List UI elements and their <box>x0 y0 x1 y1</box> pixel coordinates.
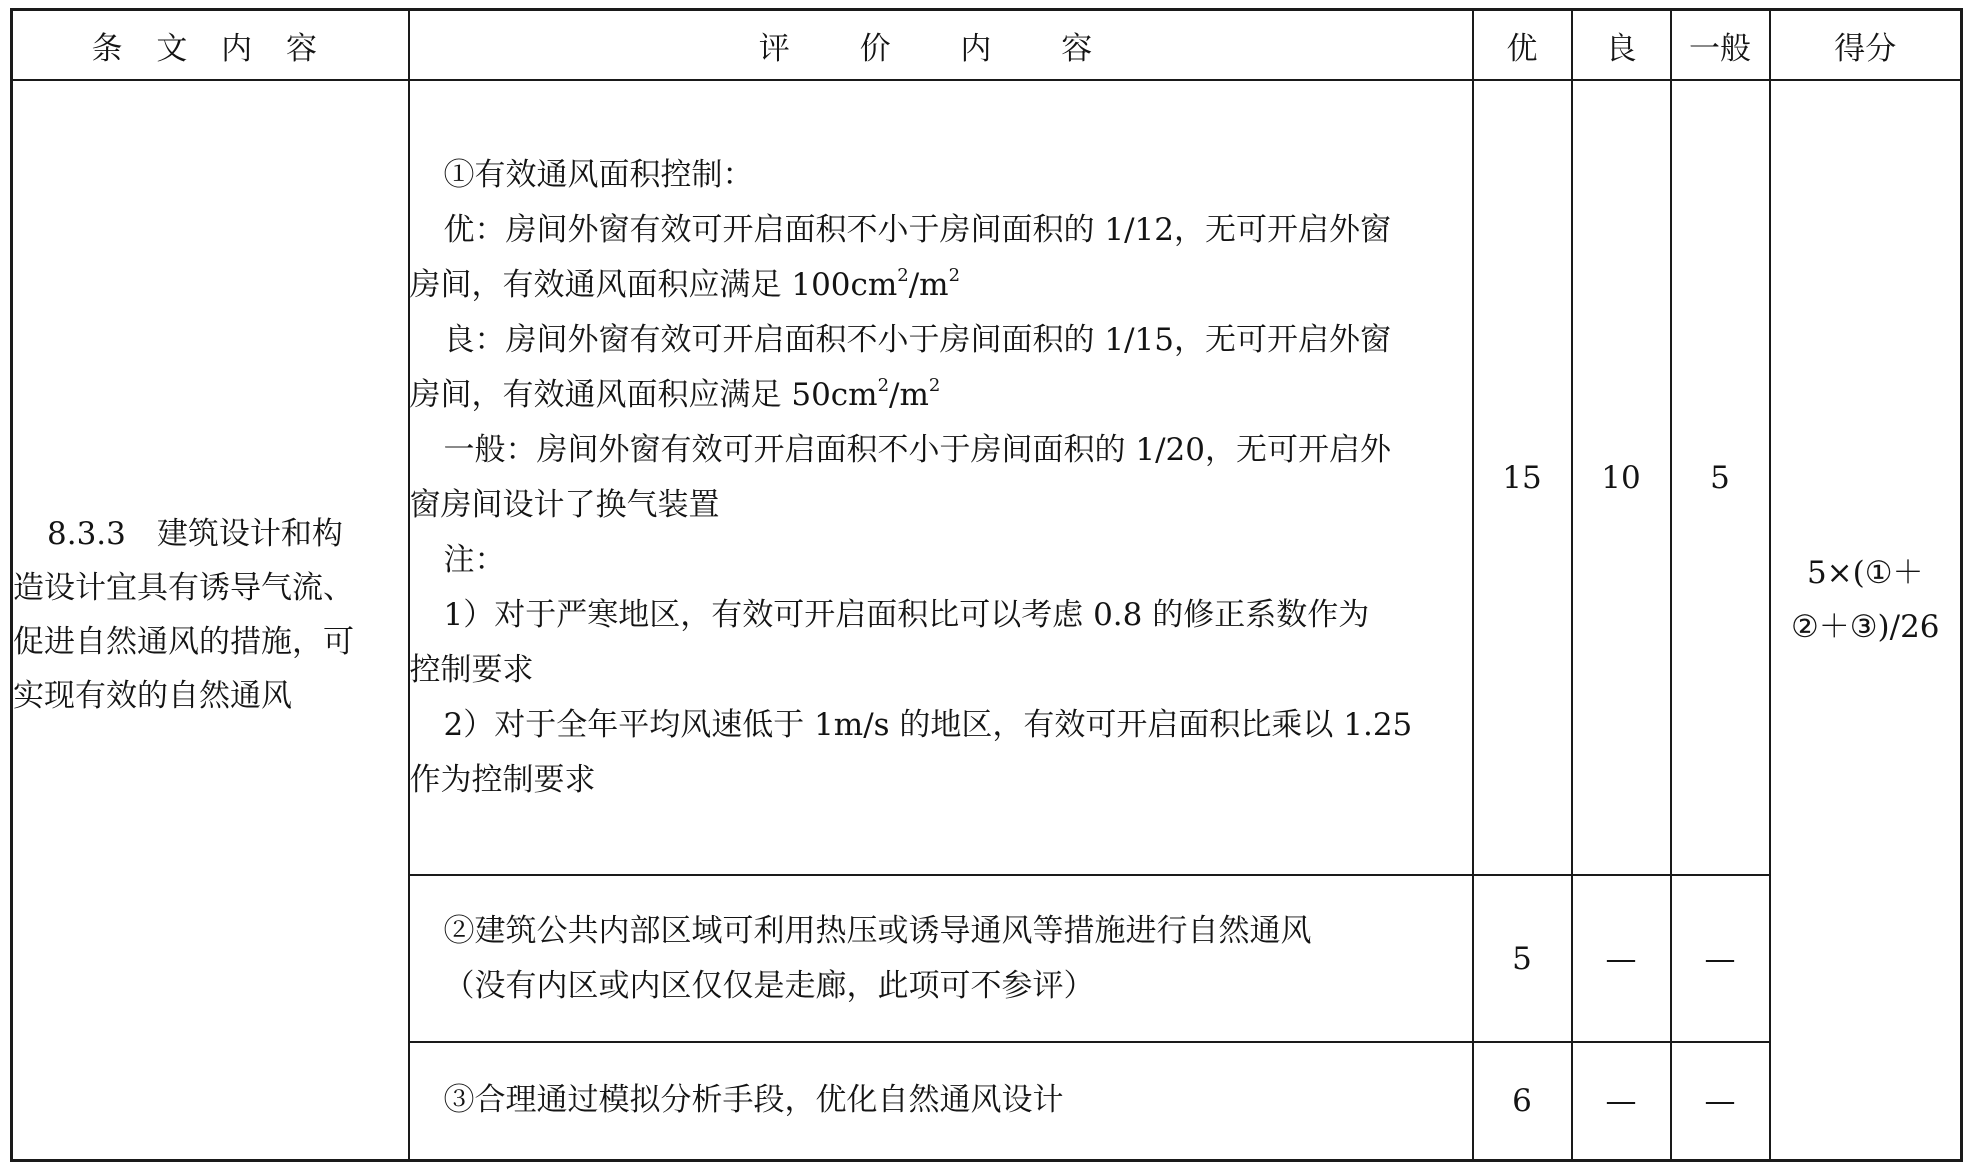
good-score: — <box>1572 1042 1671 1160</box>
header-excellent: 优 <box>1473 10 1572 81</box>
evaluation-line: 注： <box>443 541 506 578</box>
clause-line: 实现有效的自然通风 <box>13 677 292 714</box>
clause-line: 8.3.3 建筑设计和构 <box>47 515 343 552</box>
header-average: 一般 <box>1671 10 1770 81</box>
evaluation-line: 一般：房间外窗有效可开启面积不小于房间面积的 1/20，无可开启外 <box>443 431 1391 468</box>
header-good: 良 <box>1572 10 1671 81</box>
excellent-score: 5 <box>1473 875 1572 1042</box>
evaluation-line: ①有效通风面积控制： <box>443 156 754 193</box>
evaluation-line: 1）对于严寒地区，有效可开启面积比可以考虑 0.8 的修正系数作为 <box>443 596 1370 633</box>
header-row <box>12 10 1962 81</box>
clause-line: 造设计宜具有诱导气流、 <box>13 569 354 606</box>
evaluation-line: 作为控制要求 <box>409 761 596 798</box>
evaluation-line: ②建筑公共内部区域可利用热压或诱导通风等措施进行自然通风 <box>443 912 1312 949</box>
evaluation-line: 控制要求 <box>409 651 534 688</box>
evaluation-cell <box>409 80 1473 875</box>
excellent-score: 15 <box>1473 80 1572 875</box>
average-score: — <box>1671 1042 1770 1160</box>
evaluation-line: 房间，有效通风面积应满足 $100cm^2/m^2$ <box>409 264 961 303</box>
evaluation-line: 房间，有效通风面积应满足 $50cm^2/m^2$ <box>409 374 941 413</box>
average-score: — <box>1671 875 1770 1042</box>
evaluation-cell <box>409 875 1473 1042</box>
header-clause: 条 文 内 容 <box>12 10 409 81</box>
evaluation-line: 窗房间设计了换气装置 <box>409 486 720 523</box>
evaluation-table <box>10 8 1963 1162</box>
header-score: 得分 <box>1770 10 1962 81</box>
clause-line: 促进自然通风的措施，可 <box>13 623 354 660</box>
header-evaluation: 评 价 内 容 <box>409 10 1473 81</box>
evaluation-line: 2）对于全年平均风速低于 1m/s 的地区，有效可开启面积比乘以 1.25 <box>443 706 1413 743</box>
evaluation-cell <box>409 1042 1473 1160</box>
good-score: 10 <box>1572 80 1671 875</box>
clause-cell <box>12 80 409 1160</box>
evaluation-line: 优：房间外窗有效可开启面积不小于房间面积的 1/12，无可开启外窗 <box>443 211 1391 248</box>
average-score: 5 <box>1671 80 1770 875</box>
evaluation-line: ③合理通过模拟分析手段，优化自然通风设计 <box>443 1082 1064 1119</box>
evaluation-line: 良：房间外窗有效可开启面积不小于房间面积的 1/15，无可开启外窗 <box>443 321 1391 358</box>
table-row <box>12 80 1962 875</box>
score-formula-cell <box>1770 80 1962 1160</box>
excellent-score: 6 <box>1473 1042 1572 1160</box>
evaluation-line: （没有内区或内区仅仅是走廊，此项可不参评） <box>443 967 1095 1004</box>
formula-line: 5×(①＋ <box>1806 554 1924 591</box>
formula-line: ②＋③)/26 <box>1790 608 1940 645</box>
good-score: — <box>1572 875 1671 1042</box>
